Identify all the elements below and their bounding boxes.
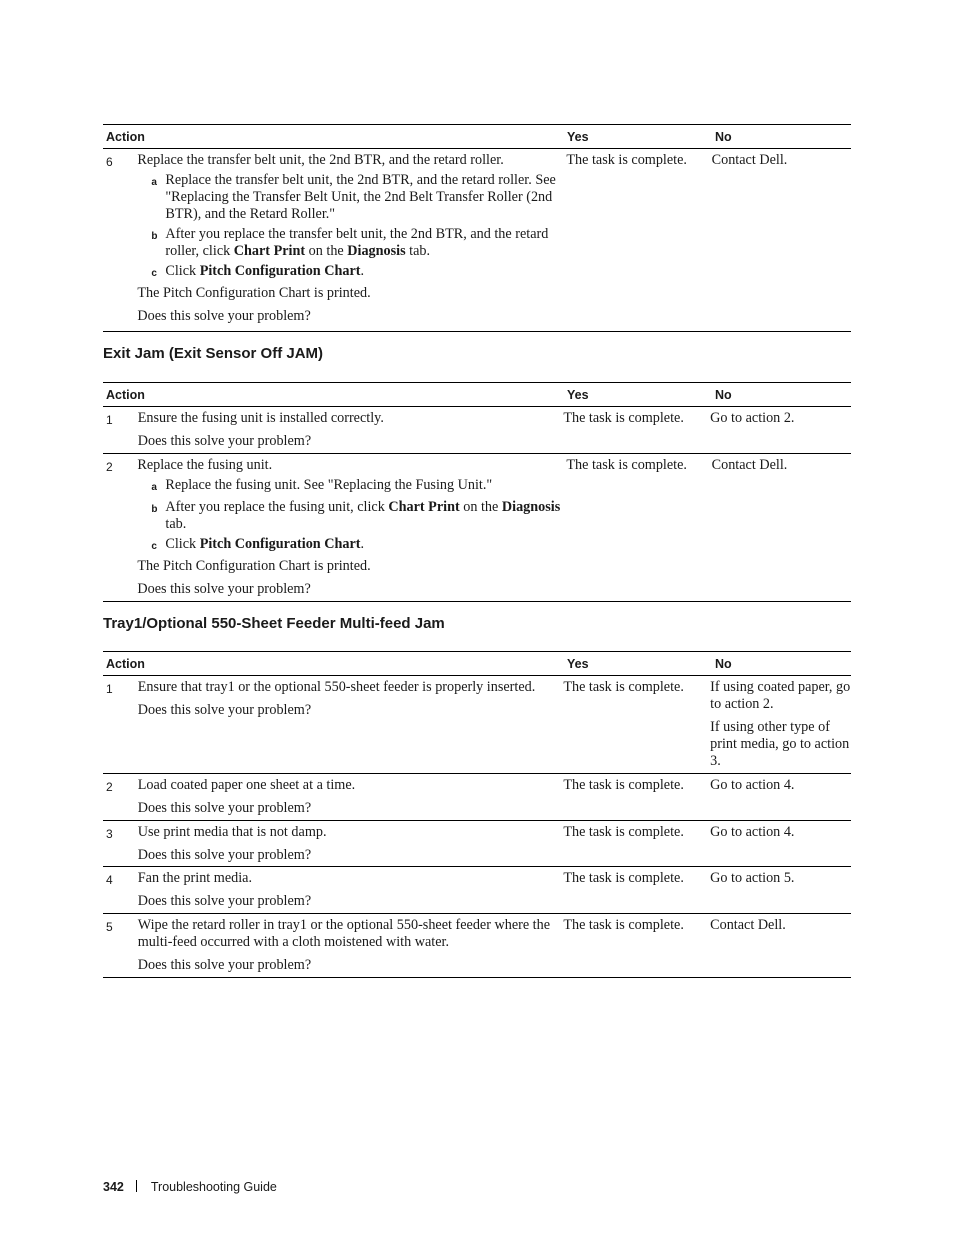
action-main: Fan the print media. — [137, 870, 253, 886]
yes-cell: The task is complete. — [566, 457, 687, 473]
substep-c: c Click Pitch Configuration Chart. — [151, 263, 365, 279]
section-heading-exit-jam: Exit Jam (Exit Sensor Off JAM) — [103, 345, 324, 362]
action-main: Ensure that tray1 or the optional 550-sheet feeder is properly inserted. — [137, 679, 536, 695]
no-cell: Contact Dell. — [711, 152, 788, 168]
table-3 — [103, 651, 851, 978]
substep-c: c Click Pitch Configuration Chart. — [151, 536, 365, 552]
page-number: 342 — [103, 1180, 124, 1194]
table-row — [103, 774, 851, 821]
header-no: No — [715, 387, 732, 402]
table-row — [103, 867, 851, 914]
substep-b: b After you replace the transfer belt unit, the 2nd BTR, and the retard roller, click Chart Print on the Diagnosis tab. — [151, 226, 549, 259]
table-1 — [103, 124, 851, 332]
action-main: Use print media that is not damp. — [137, 824, 327, 840]
no-cell: Contact Dell. — [710, 917, 786, 933]
header-yes: Yes — [567, 387, 589, 402]
no-cell: Go to action 4. — [710, 777, 795, 793]
question: Does this solve your problem? — [137, 433, 312, 449]
substep-a: a Replace the transfer belt unit, the 2nd BTR, and the retard roller. See "Replacing the Transfer Belt Unit, the 2nd Belt Transfer Roller (2nd BTR), and the Retard Roller." — [151, 172, 556, 222]
table-row — [103, 149, 851, 332]
question: Does this solve your problem? — [137, 702, 312, 718]
table-row — [103, 821, 851, 867]
question: Does this solve your problem? — [137, 800, 312, 816]
header-no: No — [715, 656, 732, 671]
header-action: Action — [106, 387, 145, 402]
action-main: Replace the fusing unit. — [137, 457, 273, 473]
no-cell: Go to action 2. — [710, 410, 795, 426]
page-footer — [103, 1180, 277, 1194]
question: Does this solve your problem? — [137, 893, 312, 909]
action-cell — [138, 824, 561, 866]
footer-separator — [136, 1180, 137, 1192]
yes-cell: The task is complete. — [566, 152, 687, 168]
table-header — [103, 124, 851, 149]
step-number: 1 — [106, 413, 113, 427]
action-cell — [138, 777, 561, 820]
table-header — [103, 382, 851, 407]
question: Does this solve your problem? — [137, 308, 311, 324]
yes-cell: The task is complete. — [563, 777, 684, 793]
step-number: 3 — [106, 827, 113, 841]
table-row — [103, 407, 851, 454]
step-number: 5 — [106, 920, 113, 934]
action-main: Ensure the fusing unit is installed correctly. — [137, 410, 384, 426]
header-action: Action — [106, 656, 145, 671]
table-row — [103, 676, 851, 774]
header-yes: Yes — [567, 656, 589, 671]
header-no: No — [715, 129, 732, 144]
yes-cell: The task is complete. — [563, 824, 684, 840]
step-number: 4 — [106, 873, 113, 887]
substep-b: b After you replace the fusing unit, click Chart Print on the Diagnosis tab. — [151, 499, 561, 532]
result-note: The Pitch Configuration Chart is printed. — [137, 558, 371, 574]
step-number: 1 — [106, 682, 113, 696]
step-number: 2 — [106, 460, 113, 474]
action-cell — [138, 917, 561, 977]
action-cell — [137, 152, 563, 331]
substep-a: a Replace the fusing unit. See "Replacing the Fusing Unit." — [151, 477, 493, 493]
action-main: Load coated paper one sheet at a time. — [137, 777, 356, 793]
header-action: Action — [106, 129, 145, 144]
yes-cell: The task is complete. — [563, 917, 684, 933]
action-cell — [138, 870, 561, 913]
step-number: 6 — [106, 155, 113, 169]
section-heading-multi-feed-jam: Tray1/Optional 550-Sheet Feeder Multi-feed Jam — [103, 615, 445, 632]
no-cell: Go to action 4. — [710, 824, 795, 840]
action-main: Wipe the retard roller in tray1 or the optional 550-sheet feeder where the multi-feed occurred with a cloth moistened with water. — [137, 917, 551, 950]
table-2 — [103, 382, 851, 602]
table-row — [103, 454, 851, 602]
no-cell: If using coated paper, go to action 2. If using other type of print media, go to action 3. — [710, 679, 851, 769]
action-cell — [138, 410, 561, 453]
step-number: 2 — [106, 780, 113, 794]
result-note: The Pitch Configuration Chart is printed. — [137, 285, 371, 301]
question: Does this solve your problem? — [137, 957, 312, 973]
header-yes: Yes — [567, 129, 589, 144]
table-row — [103, 914, 851, 978]
question: Does this solve your problem? — [137, 847, 312, 863]
action-main: Replace the transfer belt unit, the 2nd BTR, and the retard roller. — [137, 152, 504, 168]
footer-title: Troubleshooting Guide — [150, 1180, 277, 1194]
question: Does this solve your problem? — [137, 581, 311, 597]
no-cell: Go to action 5. — [710, 870, 795, 886]
yes-cell: The task is complete. — [563, 410, 684, 426]
action-cell — [138, 679, 561, 773]
action-cell — [137, 457, 563, 601]
yes-cell: The task is complete. — [563, 870, 684, 886]
yes-cell: The task is complete. — [563, 679, 684, 695]
table-header — [103, 651, 851, 676]
no-cell: Contact Dell. — [711, 457, 788, 473]
